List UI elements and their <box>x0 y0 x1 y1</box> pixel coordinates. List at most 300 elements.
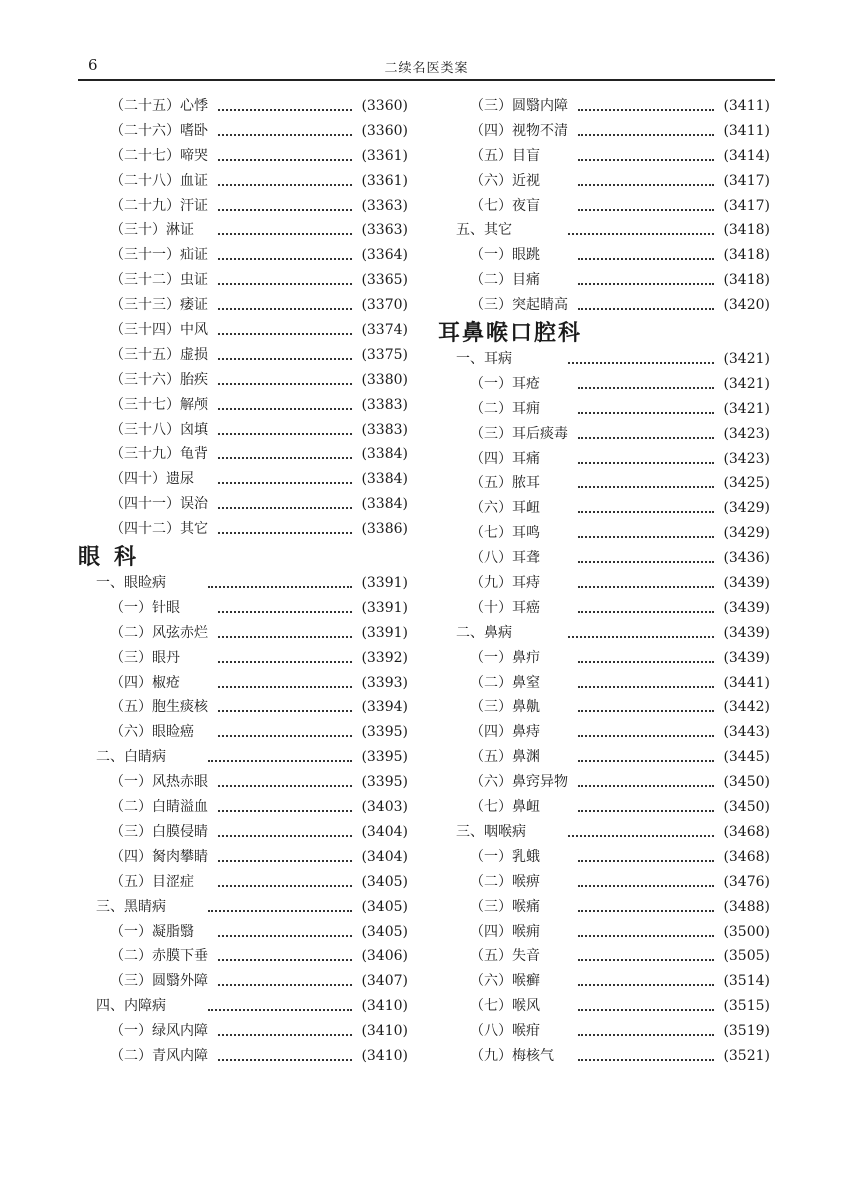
dot-leader <box>218 308 352 310</box>
toc-entry-page: (3410) <box>359 1019 408 1044</box>
toc-entry[interactable] <box>78 720 408 745</box>
toc-entry-page: (3439) <box>721 596 770 621</box>
dot-leader <box>578 860 714 862</box>
toc-entry-title: （三十四）中风 <box>110 318 210 343</box>
toc-chapter-entry[interactable] <box>78 745 408 770</box>
dot-leader <box>218 482 352 484</box>
dot-leader <box>578 1034 714 1036</box>
toc-entry-page: (3443) <box>721 720 770 745</box>
toc-entry-page: (3383) <box>359 393 408 418</box>
dot-leader <box>218 710 352 712</box>
toc-entry[interactable] <box>438 521 770 546</box>
toc-entry-title: （二）喉痹 <box>470 870 542 895</box>
dot-leader <box>218 984 352 986</box>
toc-entry[interactable] <box>438 795 770 820</box>
toc-entry-page: (3418) <box>721 268 770 293</box>
toc-entry-title: （九）梅核气 <box>470 1044 556 1069</box>
dot-leader <box>218 159 352 161</box>
dot-leader <box>578 511 714 513</box>
toc-entry[interactable] <box>78 845 408 870</box>
toc-entry-title: （十）耳癌 <box>470 596 542 621</box>
dot-leader <box>568 636 714 638</box>
dot-leader <box>568 362 714 364</box>
toc-entry[interactable] <box>438 94 770 119</box>
dot-leader <box>218 686 352 688</box>
toc-entry-page: (3445) <box>721 745 770 770</box>
toc-entry-title: （三十九）龟背 <box>110 442 210 467</box>
toc-entry[interactable] <box>78 870 408 895</box>
toc-entry-page: (3360) <box>359 119 408 144</box>
dot-leader <box>578 785 714 787</box>
toc-entry-title: （四）视物不清 <box>470 119 570 144</box>
toc-entry[interactable] <box>438 944 770 969</box>
toc-entry[interactable] <box>78 492 408 517</box>
toc-entry-page: (3364) <box>359 243 408 268</box>
dot-leader <box>218 507 352 509</box>
toc-entry-page: (3411) <box>721 94 770 119</box>
toc-entry-title: 二、白睛病 <box>96 745 168 770</box>
toc-entry[interactable] <box>438 994 770 1019</box>
toc-entry-title: （七）耳鸣 <box>470 521 542 546</box>
toc-entry-page: (3515) <box>721 994 770 1019</box>
dot-leader <box>218 835 352 837</box>
dot-leader <box>218 661 352 663</box>
toc-entry[interactable] <box>78 169 408 194</box>
toc-entry[interactable] <box>78 1044 408 1069</box>
toc-entry[interactable] <box>438 870 770 895</box>
toc-entry-page: (3361) <box>359 144 408 169</box>
toc-entry-title: （二十五）心悸 <box>110 94 210 119</box>
section-heading-text: 耳鼻喉口腔科 <box>438 320 583 347</box>
header-rule <box>78 79 775 81</box>
dot-leader <box>208 586 352 588</box>
toc-entry-title: （四）喉痈 <box>470 920 542 945</box>
toc-entry-page: (3450) <box>721 770 770 795</box>
dot-leader <box>578 462 714 464</box>
toc-entry-title: （二）鼻窒 <box>470 671 542 696</box>
dot-leader <box>578 910 714 912</box>
dot-leader <box>578 586 714 588</box>
toc-entry-page: (3420) <box>721 293 770 318</box>
toc-entry[interactable] <box>78 1019 408 1044</box>
toc-entry-page: (3386) <box>359 517 408 542</box>
toc-entry-page: (3405) <box>359 895 408 920</box>
toc-entry[interactable] <box>438 372 770 397</box>
section-heading <box>78 542 408 571</box>
dot-leader <box>218 611 352 613</box>
toc-entry[interactable] <box>438 546 770 571</box>
toc-entry-title: 二、鼻病 <box>456 621 514 646</box>
toc-entry[interactable] <box>78 920 408 945</box>
toc-entry-title: （三十七）解颅 <box>110 393 210 418</box>
toc-entry-title: （二）目痛 <box>470 268 542 293</box>
toc-chapter-entry[interactable] <box>78 895 408 920</box>
toc-entry-page: (3441) <box>721 671 770 696</box>
toc-entry-title: （六）鼻窍异物 <box>470 770 570 795</box>
toc-entry[interactable] <box>78 596 408 621</box>
toc-entry-title: （二）青风内障 <box>110 1044 210 1069</box>
toc-entry-title: 一、耳病 <box>456 347 514 372</box>
section-heading-text: 眼科 <box>78 544 151 571</box>
toc-entry[interactable] <box>438 422 770 447</box>
toc-entry[interactable] <box>78 418 408 443</box>
toc-entry[interactable] <box>438 596 770 621</box>
toc-entry-title: （七）喉风 <box>470 994 542 1019</box>
toc-entry-title: （五）胞生痰核 <box>110 695 210 720</box>
dot-leader <box>578 1059 714 1061</box>
toc-entry-title: （三十六）胎疾 <box>110 368 210 393</box>
toc-entry[interactable] <box>438 671 770 696</box>
toc-entry-title: （五）目涩症 <box>110 870 196 895</box>
toc-entry-title: （二十八）血证 <box>110 169 210 194</box>
dot-leader <box>218 134 352 136</box>
toc-entry-title: （四）耳痛 <box>470 447 542 472</box>
page-number: 6 <box>88 56 98 74</box>
toc-entry[interactable] <box>438 169 770 194</box>
toc-entry-title: （六）近视 <box>470 169 542 194</box>
dot-leader <box>578 760 714 762</box>
toc-entry[interactable] <box>78 820 408 845</box>
toc-entry-page: (3421) <box>721 347 770 372</box>
dot-leader <box>578 959 714 961</box>
toc-entry[interactable] <box>438 1019 770 1044</box>
toc-entry-page: (3439) <box>721 646 770 671</box>
toc-entry-page: (3521) <box>721 1044 770 1069</box>
toc-entry-title: （三十）淋证 <box>110 218 196 243</box>
toc-entry-page: (3384) <box>359 467 408 492</box>
toc-entry-title: （八）喉疳 <box>470 1019 542 1044</box>
toc-entry-page: (3418) <box>721 218 770 243</box>
dot-leader <box>578 283 714 285</box>
toc-entry-title: 四、内障病 <box>96 994 168 1019</box>
toc-entry[interactable] <box>438 1044 770 1069</box>
page-header <box>78 52 775 82</box>
toc-entry[interactable] <box>78 368 408 393</box>
toc-entry-title: （三）突起睛高 <box>470 293 570 318</box>
toc-entry-title: （三十二）虫证 <box>110 268 210 293</box>
toc-entry-title: （三十八）囟填 <box>110 418 210 443</box>
toc-entry-page: (3418) <box>721 243 770 268</box>
toc-entry[interactable] <box>78 243 408 268</box>
toc-entry-page: (3514) <box>721 969 770 994</box>
toc-entry[interactable] <box>438 770 770 795</box>
dot-leader <box>218 457 352 459</box>
toc-entry-page: (3417) <box>721 194 770 219</box>
toc-entry[interactable] <box>78 442 408 467</box>
toc-entry-page: (3476) <box>721 870 770 895</box>
dot-leader <box>578 661 714 663</box>
dot-leader <box>208 910 352 912</box>
toc-entry[interactable] <box>438 496 770 521</box>
dot-leader <box>568 835 714 837</box>
dot-leader <box>578 1009 714 1011</box>
toc-entry-title: （六）眼睑癌 <box>110 720 196 745</box>
dot-leader <box>218 358 352 360</box>
toc-entry-page: (3505) <box>721 944 770 969</box>
toc-entry-title: （四十）遗尿 <box>110 467 196 492</box>
dot-leader <box>218 959 352 961</box>
dot-leader <box>578 387 714 389</box>
toc-entry-title: （四）鼻痔 <box>470 720 542 745</box>
toc-entry-title: （三）耳后痰毒 <box>470 422 570 447</box>
dot-leader <box>218 885 352 887</box>
toc-entry-title: 一、眼睑病 <box>96 571 168 596</box>
toc-entry-page: (3383) <box>359 418 408 443</box>
dot-leader <box>578 308 714 310</box>
toc-entry[interactable] <box>78 646 408 671</box>
toc-entry-page: (3417) <box>721 169 770 194</box>
toc-entry[interactable] <box>78 194 408 219</box>
running-title: 二续名医类案 <box>384 61 469 76</box>
toc-entry[interactable] <box>78 467 408 492</box>
toc-entry-title: （三）白膜侵睛 <box>110 820 210 845</box>
toc-entry-title: （五）目盲 <box>470 144 542 169</box>
dot-leader <box>218 860 352 862</box>
toc-entry-page: (3384) <box>359 442 408 467</box>
toc-entry-page: (3450) <box>721 795 770 820</box>
toc-entry[interactable] <box>438 571 770 596</box>
dot-leader <box>218 433 352 435</box>
dot-leader <box>218 935 352 937</box>
toc-entry-title: （二十六）嗜卧 <box>110 119 210 144</box>
toc-entry[interactable] <box>438 720 770 745</box>
toc-entry-page: (3403) <box>359 795 408 820</box>
dot-leader <box>578 412 714 414</box>
toc-entry-page: (3365) <box>359 268 408 293</box>
toc-entry-title: （四）椒疮 <box>110 671 182 696</box>
toc-entry-page: (3414) <box>721 144 770 169</box>
dot-leader <box>218 233 352 235</box>
dot-leader <box>218 209 352 211</box>
dot-leader <box>218 184 352 186</box>
toc-entry-page: (3410) <box>359 1044 408 1069</box>
dot-leader <box>578 611 714 613</box>
toc-entry-page: (3406) <box>359 944 408 969</box>
toc-entry-page: (3395) <box>359 770 408 795</box>
toc-entry-title: （四十一）误治 <box>110 492 210 517</box>
toc-entry-page: (3468) <box>721 820 770 845</box>
toc-entry-page: (3421) <box>721 397 770 422</box>
dot-leader <box>218 408 352 410</box>
toc-entry[interactable] <box>438 471 770 496</box>
dot-leader <box>218 333 352 335</box>
toc-entry-page: (3404) <box>359 820 408 845</box>
toc-entry[interactable] <box>78 318 408 343</box>
dot-leader <box>218 258 352 260</box>
toc-entry-title: （三）喉痛 <box>470 895 542 920</box>
toc-entry-page: (3392) <box>359 646 408 671</box>
toc-entry[interactable] <box>438 695 770 720</box>
dot-leader <box>578 710 714 712</box>
toc-entry-page: (3405) <box>359 920 408 945</box>
toc-entry-title: （八）耳聋 <box>470 546 542 571</box>
toc-entry-title: （二）风弦赤烂 <box>110 621 210 646</box>
toc-entry-page: (3391) <box>359 571 408 596</box>
toc-entry-title: （六）喉癣 <box>470 969 542 994</box>
toc-entry-page: (3442) <box>721 695 770 720</box>
dot-leader <box>218 532 352 534</box>
toc-entry-page: (3384) <box>359 492 408 517</box>
toc-entry-title: （二十九）汗证 <box>110 194 210 219</box>
toc-entry-title: （二）赤膜下垂 <box>110 944 210 969</box>
toc-entry[interactable] <box>78 517 408 542</box>
toc-chapter-entry[interactable] <box>78 994 408 1019</box>
toc-entry-page: (3519) <box>721 1019 770 1044</box>
toc-entry-title: （三）圆翳外障 <box>110 969 210 994</box>
toc-entry-page: (3423) <box>721 447 770 472</box>
toc-entry-title: （一）针眼 <box>110 596 182 621</box>
toc-entry-page: (3404) <box>359 845 408 870</box>
toc-entry-page: (3391) <box>359 621 408 646</box>
dot-leader <box>578 486 714 488</box>
dot-leader <box>208 1009 352 1011</box>
toc-entry[interactable] <box>78 268 408 293</box>
toc-entry[interactable] <box>438 745 770 770</box>
toc-entry-page: (3374) <box>359 318 408 343</box>
toc-entry-page: (3395) <box>359 720 408 745</box>
dot-leader <box>218 1034 352 1036</box>
toc-entry-title: 三、黑睛病 <box>96 895 168 920</box>
toc-entry[interactable] <box>78 795 408 820</box>
toc-entry-title: （一）耳疮 <box>470 372 542 397</box>
toc-chapter-entry[interactable] <box>438 621 770 646</box>
toc-entry-page: (3405) <box>359 870 408 895</box>
toc-entry-title: （四十二）其它 <box>110 517 210 542</box>
toc-entry[interactable] <box>78 393 408 418</box>
toc-chapter-entry[interactable] <box>78 571 408 596</box>
toc-entry-page: (3363) <box>359 194 408 219</box>
dot-leader <box>578 437 714 439</box>
toc-entry[interactable] <box>78 293 408 318</box>
toc-entry[interactable] <box>438 895 770 920</box>
toc-entry-title: （七）鼻衄 <box>470 795 542 820</box>
dot-leader <box>218 283 352 285</box>
toc-entry-title: （五）失音 <box>470 944 542 969</box>
toc-entry[interactable] <box>78 343 408 368</box>
toc-entry[interactable] <box>438 920 770 945</box>
toc-entry[interactable] <box>78 94 408 119</box>
toc-entry-page: (3361) <box>359 169 408 194</box>
toc-entry-page: (3375) <box>359 343 408 368</box>
toc-entry[interactable] <box>438 397 770 422</box>
toc-entry-title: （四）胬肉攀睛 <box>110 845 210 870</box>
toc-entry-title: 五、其它 <box>456 218 514 243</box>
toc-entry[interactable] <box>78 770 408 795</box>
dot-leader <box>218 785 352 787</box>
toc-chapter-entry[interactable] <box>438 347 770 372</box>
toc-entry-title: （一）风热赤眼 <box>110 770 210 795</box>
toc-entry-page: (3439) <box>721 621 770 646</box>
toc-entry-title: （一）凝脂翳 <box>110 920 196 945</box>
toc-entry[interactable] <box>78 144 408 169</box>
toc-entry[interactable] <box>438 969 770 994</box>
section-heading <box>438 318 770 347</box>
toc-entry-page: (3421) <box>721 372 770 397</box>
toc-entry-title: （二）耳痈 <box>470 397 542 422</box>
dot-leader <box>578 935 714 937</box>
toc-entry-page: (3429) <box>721 521 770 546</box>
dot-leader <box>578 984 714 986</box>
toc-entry[interactable] <box>438 243 770 268</box>
toc-entry-page: (3423) <box>721 422 770 447</box>
toc-entry-title: （七）夜盲 <box>470 194 542 219</box>
toc-entry[interactable] <box>78 671 408 696</box>
toc-entry[interactable] <box>78 218 408 243</box>
toc-entry-title: （一）绿风内障 <box>110 1019 210 1044</box>
toc-entry-title: （五）脓耳 <box>470 471 542 496</box>
toc-entry-page: (3360) <box>359 94 408 119</box>
dot-leader <box>218 383 352 385</box>
dot-leader <box>578 561 714 563</box>
toc-entry[interactable] <box>438 119 770 144</box>
dot-leader <box>218 636 352 638</box>
toc-chapter-entry[interactable] <box>438 820 770 845</box>
toc-entry[interactable] <box>78 695 408 720</box>
dot-leader <box>578 885 714 887</box>
toc-entry-title: （六）耳衄 <box>470 496 542 521</box>
dot-leader <box>578 810 714 812</box>
toc-entry-title: （三十三）痿证 <box>110 293 210 318</box>
toc-entry[interactable] <box>438 268 770 293</box>
toc-entry-title: （二）白睛溢血 <box>110 795 210 820</box>
dot-leader <box>578 109 714 111</box>
toc-entry-page: (3500) <box>721 920 770 945</box>
toc-entry[interactable] <box>438 845 770 870</box>
dot-leader <box>578 735 714 737</box>
toc-entry-page: (3425) <box>721 471 770 496</box>
toc-entry[interactable] <box>78 944 408 969</box>
toc-entry[interactable] <box>438 144 770 169</box>
toc-entry-title: （一）眼跳 <box>470 243 542 268</box>
dot-leader <box>578 209 714 211</box>
toc-entry-page: (3411) <box>721 119 770 144</box>
dot-leader <box>218 735 352 737</box>
toc-entry-page: (3391) <box>359 596 408 621</box>
dot-leader <box>218 1059 352 1061</box>
toc-entry[interactable] <box>78 621 408 646</box>
dot-leader <box>218 810 352 812</box>
toc-entry-page: (3488) <box>721 895 770 920</box>
dot-leader <box>218 109 352 111</box>
toc-right-column <box>438 94 770 1069</box>
toc-entry-title: （一）乳蛾 <box>470 845 542 870</box>
dot-leader <box>578 536 714 538</box>
toc-entry-page: (3395) <box>359 745 408 770</box>
toc-entry-page: (3370) <box>359 293 408 318</box>
toc-entry-page: (3410) <box>359 994 408 1019</box>
toc-entry-title: （一）鼻疖 <box>470 646 542 671</box>
toc-entry[interactable] <box>438 293 770 318</box>
toc-entry-page: (3439) <box>721 571 770 596</box>
toc-entry-page: (3429) <box>721 496 770 521</box>
toc-entry-page: (3394) <box>359 695 408 720</box>
dot-leader <box>208 760 352 762</box>
dot-leader <box>578 686 714 688</box>
toc-entry-title: （三）圆翳内障 <box>470 94 570 119</box>
toc-entry-title: （五）鼻渊 <box>470 745 542 770</box>
toc-chapter-entry[interactable] <box>438 218 770 243</box>
toc-entry[interactable] <box>78 119 408 144</box>
toc-entry-page: (3407) <box>359 969 408 994</box>
dot-leader <box>578 159 714 161</box>
toc-entry[interactable] <box>438 447 770 472</box>
toc-entry-page: (3363) <box>359 218 408 243</box>
toc-entry[interactable] <box>78 969 408 994</box>
toc-entry[interactable] <box>438 194 770 219</box>
toc-entry[interactable] <box>438 646 770 671</box>
toc-entry-title: （三）眼丹 <box>110 646 182 671</box>
toc-entry-page: (3468) <box>721 845 770 870</box>
